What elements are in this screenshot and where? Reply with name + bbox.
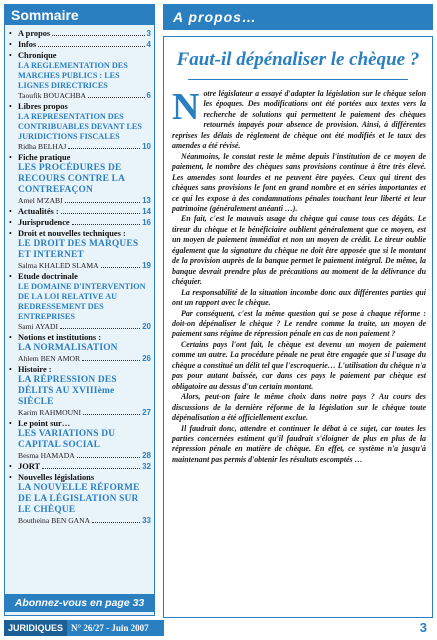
toc-author: Ridha BELHAJ (18, 142, 67, 151)
toc-list (9, 29, 151, 527)
bullet-icon: • (9, 153, 12, 162)
toc-leader (77, 457, 140, 458)
toc-item-title: Histoire : (18, 365, 52, 374)
section-title: A propos… (173, 9, 257, 25)
toc-leader (42, 468, 140, 469)
toc-item-title: Droit et nouvelles techniques : (18, 229, 126, 238)
toc-page-number: 3 (146, 29, 151, 38)
toc-author: Amel M'ZABI (18, 196, 63, 205)
bullet-icon: • (9, 40, 12, 49)
bullet-icon: • (9, 333, 12, 342)
toc-item[interactable] (9, 229, 151, 271)
page-number: 3 (419, 620, 427, 635)
toc-item-title: Le point sur… (18, 419, 71, 428)
toc-author-row (9, 354, 151, 364)
article-paragraph: Il faudrait donc, attendre et continuer le débat à ce sujet, car toutes les parties concernées estiment qu'il faudrait s'éloigner de plus en plus de la répression pénale en matière de chèque. En effet, ce système n'a jusqu'à maintenant pas permis d'obtenir les résultats escomptés … (172, 423, 426, 464)
toc-item-title: Jurisprudence (18, 218, 70, 227)
toc-title: Sommaire (5, 5, 154, 25)
article-paragraph (172, 86, 426, 152)
article-headline: Faut-il dépénaliser le chèque ? (176, 49, 420, 70)
toc-item-subtitle: LES VARIATIONS DU CAPITAL SOCIAL (18, 429, 116, 450)
toc-author: Sami AYADI (18, 322, 59, 331)
toc-leader (61, 213, 140, 214)
toc-item-title: Fiche pratique (18, 153, 71, 162)
toc-leader (72, 224, 140, 225)
toc-item[interactable] (9, 51, 151, 101)
toc-leader (92, 522, 140, 523)
toc-author-row (9, 408, 151, 418)
toc-item-subtitle: LE DOMAINE D'INTERVENTION DE LA LOI RELATIVE AU REDRESSEMENT DES ENTREPRISES (18, 282, 146, 321)
bullet-icon: • (9, 272, 12, 281)
toc-item-subtitle: LA REPRESENTATION DES CONTRIBUABLES DEVANT LES JURIDICTIONS FISCALES (18, 112, 142, 141)
toc-item-subtitle: LA NORMALISATION (18, 343, 118, 353)
toc-page-number: 33 (142, 516, 151, 525)
article-paragraph: En fait, c'est le mauvais usage du chèque qui cause tous ces dégâts. Le tireur du chèque et le bénéficiaire oublient généralement que ce moyen, est un moyen de paiement immédiat et non un moyen de crédit. Le tireur oublie également que la signature du chèque ne doit être apposée que si le montant de la provision auprès de la banque permet le paiement intégral. De même, la banque devrait prendre plus de précautions au moment de la délivrance du chéquier. (172, 214, 426, 287)
toc-item[interactable] (9, 29, 151, 39)
toc-author: Ahlem BEN AMOR (18, 354, 81, 363)
toc-author: Salma KHALED SLAMA (18, 261, 99, 270)
toc-item-subtitle: LA RÉPRESSION DES DÉLITS AU XVIIIème SIÈCLE (18, 375, 117, 407)
toc-page-number: 13 (142, 196, 151, 205)
toc-page-number: 32 (142, 462, 151, 471)
paragraph-text: otre législateur a essayé d'adapter la législation sur le chèque selon les époques. Des modifications ont été portées aux textes vers la recherche de solutions qui permettent le paiement des chèques retournés impayés pour absence de provision. Ainsi, à différentes reprises les délais de règlement de chèque ont été modifiés et le taux des amendes a été révisé. (172, 89, 426, 151)
bullet-icon: • (9, 102, 12, 111)
toc-item[interactable] (9, 153, 151, 206)
table-of-contents (4, 4, 155, 616)
article-paragraph: La responsabilité de la situation incombe donc aux différentes parties qui ont un rapport avec le chèque. (172, 287, 426, 308)
toc-author-row (9, 91, 151, 101)
toc-leader (60, 328, 140, 329)
article (163, 36, 433, 618)
bullet-icon: • (9, 229, 12, 238)
toc-item-subtitle: LA NOUVELLE RÉFORME DE LA LÉGISLATION SUR LE CHÈQUE (18, 483, 140, 515)
toc-item[interactable] (9, 333, 151, 364)
toc-item-subtitle: LES PROCÉDURES DE RECOURS CONTRE LA CONTREFAÇON (18, 163, 125, 195)
toc-author-row (9, 261, 151, 271)
toc-item-title: Nouvelles législations (18, 473, 95, 482)
toc-author-row (9, 142, 151, 152)
toc-page-number: 19 (142, 261, 151, 270)
toc-page-number: 6 (146, 91, 151, 100)
toc-leader (68, 148, 140, 149)
toc-page-number: 4 (146, 40, 151, 49)
toc-item[interactable] (9, 365, 151, 418)
toc-author: Boutheina BEN GANA (18, 516, 91, 525)
bullet-icon: • (9, 365, 12, 374)
bullet-icon: • (9, 51, 12, 60)
article-paragraph: Néanmoins, le constat reste le même depuis l'institution de ce moyen de paiement, le nombre des chèques sans provisions continue à être très élevé. Les amendes sont lourdes et ne peuvent être payées. Ceux qui tirent des chèques sans provisions le font en grand nombre et en séries importantes et ce qui les expose à des condamnations pénales touchant leur liberté et leur patrimoine (généralement anéanti …). (172, 151, 426, 213)
bullet-icon: • (9, 419, 12, 428)
toc-item-title: Chronique (18, 51, 57, 60)
toc-item[interactable] (9, 272, 151, 332)
subscribe-banner[interactable]: Abonnez-vous en page 33 (4, 594, 155, 612)
toc-item-title: Infos (18, 40, 37, 49)
footer-bar (4, 620, 164, 636)
article-paragraph: Alors, peut-on faire le même choix dans notre pays ? Au cours des discussions de la dernière réforme de la législation sur le chèque toute dépénalisation a été officiellement exclue. (172, 392, 426, 423)
bullet-icon: • (9, 473, 12, 482)
bullet-icon: • (9, 218, 12, 227)
toc-item[interactable] (9, 462, 151, 472)
drop-cap: N (172, 86, 200, 128)
toc-item-subtitle: LA REGLEMENTATION DES MARCHES PUBLICS : LES LIGNES DIRECTRICES (18, 61, 128, 90)
toc-page-number: 10 (142, 142, 151, 151)
toc-page-number: 16 (142, 218, 151, 227)
bullet-icon: • (9, 462, 12, 471)
toc-page-number: 28 (142, 451, 151, 460)
toc-item-title: Libres propos (18, 102, 68, 111)
toc-item-title: Notions et institutions : (18, 333, 102, 342)
toc-item-title: A propos (18, 29, 51, 38)
article-paragraph: Certains pays l'ont fait, le chèque est devenu un moyen de paiement comme un autre. La procédure pénale ne peut être engagée que si l'usage du chèque a constitué un délit tel que l'escroquerie… L'utilisation du chèque n'a pas pour autant baissée, car dans ces pays le paiement par chèque est obligatoire au dessus d'un certain montant. (172, 339, 426, 391)
toc-page-number: 14 (142, 207, 151, 216)
toc-item[interactable] (9, 40, 151, 50)
toc-item[interactable] (9, 102, 151, 152)
article-paragraph: Par conséquent, c'est la même question qui se pose à chaque réforme : doit-on dépénaliser le chèque ? Le rendre comme la traite, un moyen de paiement sans régime de répression pénale en cas de non paiement ? (172, 308, 426, 339)
toc-item[interactable] (9, 419, 151, 461)
article-body (172, 86, 426, 465)
headline-rule (188, 79, 408, 80)
toc-item[interactable] (9, 207, 151, 217)
bullet-icon: • (9, 29, 12, 38)
section-banner (163, 4, 433, 30)
toc-item-title: JORT (18, 462, 41, 471)
toc-item[interactable] (9, 473, 151, 526)
toc-item[interactable] (9, 218, 151, 228)
toc-author: Besma HAMADA (18, 451, 75, 460)
toc-author: Taoufik BOUACHBA (18, 91, 87, 100)
magazine-logo: JURIDIQUES (4, 620, 67, 636)
toc-author-row (9, 322, 151, 332)
issue-info: N° 26/27 - Juin 2007 (71, 623, 149, 633)
toc-author: Karim RAHMOUNI (18, 408, 82, 417)
toc-item-title: Etude doctrinale (18, 272, 78, 281)
toc-leader (52, 35, 144, 36)
toc-leader (101, 267, 141, 268)
toc-page-number: 27 (142, 408, 151, 417)
toc-leader (38, 46, 144, 47)
toc-page-number: 26 (142, 354, 151, 363)
toc-author-row (9, 196, 151, 206)
toc-page-number: 20 (142, 322, 151, 331)
toc-item-title: Actualités : (18, 207, 59, 216)
toc-leader (83, 414, 140, 415)
toc-author-row (9, 451, 151, 461)
toc-item-subtitle: LE DROIT DES MARQUES ET INTERNET (18, 239, 139, 260)
bullet-icon: • (9, 207, 12, 216)
toc-leader (65, 202, 140, 203)
toc-leader (82, 360, 140, 361)
toc-leader (88, 97, 145, 98)
toc-author-row (9, 516, 151, 526)
